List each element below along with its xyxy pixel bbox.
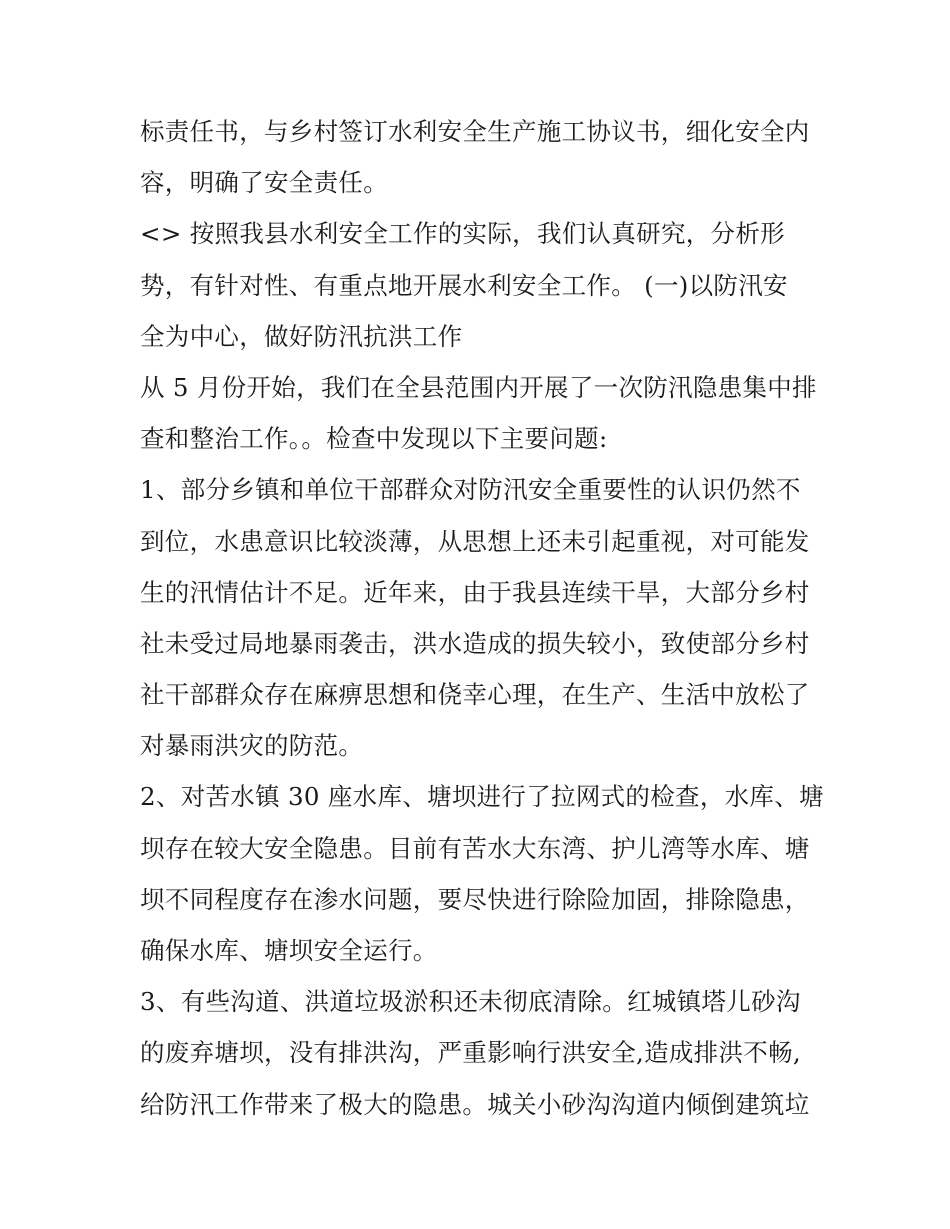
text-line: 对暴雨洪灾的防范。 <box>140 731 364 761</box>
text-line: 确保水库、塘坝安全运行。 <box>140 936 438 965</box>
text-line: 1、部分乡镇和单位干部群众对防汛安全重要性的认识仍然不 <box>140 475 801 505</box>
text-line: 生的汛情估计不足。近年来，由于我县连续干旱，大部分乡村 <box>140 577 810 607</box>
text-line: 查和整治工作。。检查中发现以下主要问题: <box>140 424 608 454</box>
text-line: 容，明确了安全责任。 <box>140 168 388 198</box>
text-line: 从 5 月份开始，我们在全县范围内开展了一次防汛隐患集中排 <box>140 372 817 402</box>
document-body <box>140 106 824 1130</box>
text-line: 2、对苦水镇 30 座水库、塘坝进行了拉网式的检查，水库、塘 <box>140 782 824 812</box>
text-line: 标责任书，与乡村签订水利安全生产施工协议书，细化安全内 <box>140 117 810 146</box>
text-line: 势，有针对性、有重点地开展水利安全工作。 (一)以防汛安 <box>140 270 788 300</box>
text-line: 3、有些沟道、洪道垃圾淤积还未彻底清除。红城镇塔儿砂沟 <box>140 987 801 1017</box>
text-line: 坝存在较大安全隐患。目前有苦水大东湾、护儿湾等水库、塘 <box>140 833 810 863</box>
text-line: 到位，水患意识比较淡薄，从思想上还未引起重视，对可能发 <box>140 526 810 556</box>
text-line: 社干部群众存在麻痹思想和侥幸心理，在生产、生活中放松了 <box>140 680 810 710</box>
text-line: 的废弃塘坝，没有排洪沟，严重影响行洪安全,造成排洪不畅, <box>140 1038 801 1068</box>
text-line: 全为中心，做好防汛抗洪工作 <box>140 321 463 351</box>
text-line: <> 按照我县水利安全工作的实际，我们认真研究，分析形 <box>140 219 785 249</box>
text-line: 社未受过局地暴雨袭击，洪水造成的损失较小，致使部分乡村 <box>140 628 810 658</box>
text-line: 给防汛工作带来了极大的隐患。城关小砂沟沟道内倾倒建筑垃 <box>140 1089 810 1119</box>
text-line: 坝不同程度存在渗水问题，要尽快进行除险加固，排除隐患， <box>140 884 810 914</box>
